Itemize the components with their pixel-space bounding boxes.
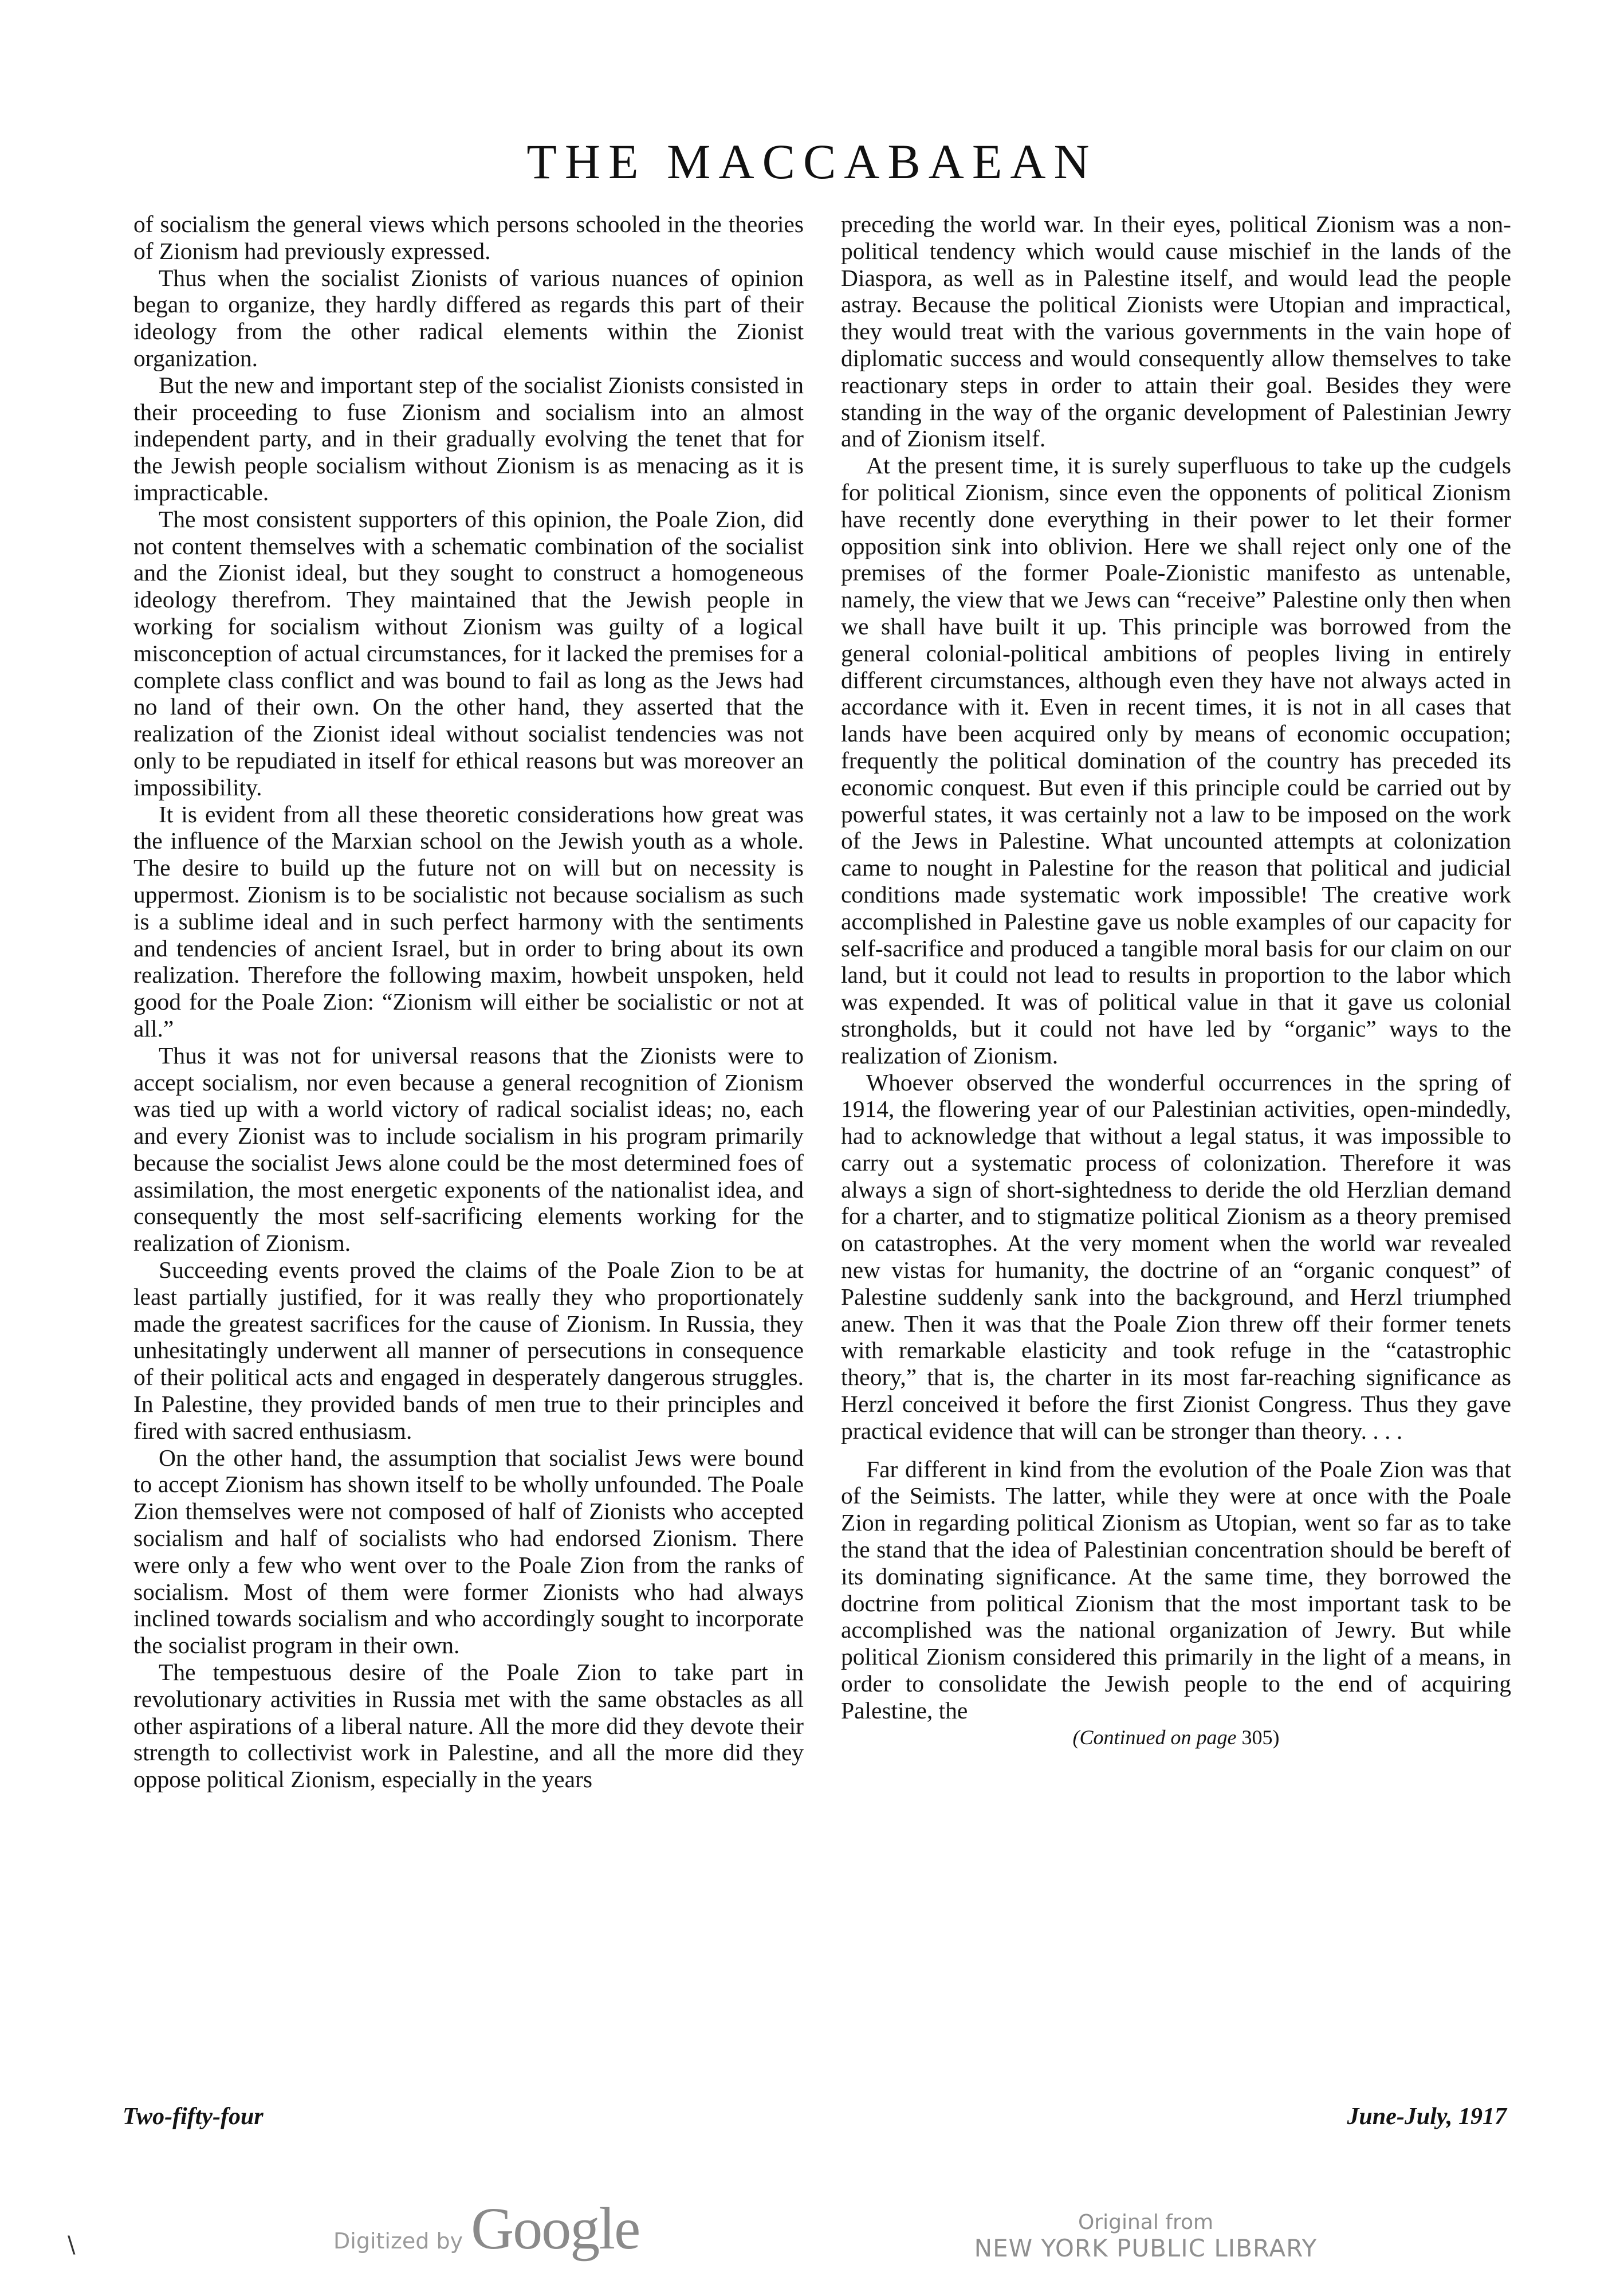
paragraph: The most consistent supporters of this opinion, the Poale Zion, did not content themselves with a schematic combination of the socialist and the Zionist ideal, but they sought to construct a homogeneous ideology therefrom. They maintained that the Jewish people in working for socialism without Zionism was guilty of a logical misconception of actual circumstances, for it lacked the premises for a complete class conflict and was bound to fail as long as the Jews had no land of their own. On the other hand, they asserted that the realization of the Zionist ideal without socialist tendencies was not only to be repudiated in itself for ethical reasons but was moreover an impossibility.: [133, 505, 804, 800]
digitized-watermark: [333, 2195, 639, 2263]
left-column: [133, 211, 804, 2119]
continued-prefix: (Continued on page: [1072, 1725, 1242, 1749]
paragraph: But the new and important step of the socialist Zionists consisted in their proceeding to fuse Zionism and socialism into an almost independent party, and in their gradually evolving the tenet that for the Jewish people socialism without Zionism is as menacing as it is impracticable.: [133, 371, 804, 505]
paragraph: preceding the world war. In their eyes, political Zionism was a non-political tendency which would cause mischief in the lands of the Diaspora, as well as in Palestine itself, and would lead the people astray. Because the political Zionists were Utopian and impractical, they would treat with the various governments in the vain hope of diplomatic success and would consequently allow themselves to take reactionary steps in order to attain their goal. Besides they were standing in the way of the organic development of Palestinian Jewry and of Zionism itself.: [841, 211, 1511, 452]
masthead-title: THE MACCABAEAN: [526, 134, 1098, 189]
original-from-text: Original from: [1078, 2211, 1214, 2234]
paragraph: At the present time, it is surely superfluous to take up the cudgels for political Zionism, since even the opponents of political Zionism have recently done everything in their power to let their former opposition sink into oblivion. Here we shall reject only one of the premises of the former Poale-Zionistic manifesto as untenable, namely, the view that we Jews can “receive” Palestine only then when we shall have built it up. This principle was borrowed from the general colonial-political ambitions of peoples living in entirely different circumstances, although even they have not always acted in accordance with it. Even in recent times, it is not in all cases that lands have been acquired only by means of economic occupation; frequently the political domination of the country has preceded its economic conquest. But even if this principle could be carried out by powerful states, it was certainly not a law to be imposed on the work of the Jews in Palestine. What uncounted attempts at colonization came to nought in Palestine for the reason that political and judicial conditions made systematic work impossible! The creative work accomplished in Palestine gave us noble examples of our capacity for self-sacrifice and produced a tangible moral basis for our claim on our land, but it could not lead to results in proportion to the labor which was expended. It was of political value in that it gave us colonial strongholds, but it could not have led by “organic” ways to the realization of Zionism.: [841, 452, 1511, 1069]
paragraph: The tempestuous desire of the Poale Zion to take part in revolutionary activities in Russia met with the same obstacles as all other aspirations of a liberal nature. All the more did they devote their strength to collectivist work in Palestine, and all the more did they oppose political Zionism, especially in the years: [133, 1659, 804, 1793]
digitized-by-text: Digitized by: [333, 2228, 463, 2254]
library-watermark: [968, 2211, 1323, 2262]
google-logo: Google: [471, 2196, 640, 2262]
paragraph: It is evident from all these theoretic considerations how great was the influence of the Marxian school on the Jewish youth as a whole. The desire to build up the future not on will but on necessity is uppermost. Zionism is to be socialistic not because socialism as such is a sublime ideal and in such perfect harmony with the sentiments and tendencies of ancient Israel, but in order to bring about its own realization. Therefore the following maxim, howbeit unspoken, held good for the Poale Zion: “Zionism will either be socialistic or not at all.”: [133, 800, 804, 1042]
page-label: Two-fifty-four: [123, 2103, 264, 2130]
paragraph: of socialism the general views which persons schooled in the theories of Zionism had previously expressed.: [133, 211, 804, 264]
continued-note: [841, 1724, 1511, 1751]
paragraph: Succeeding events proved the claims of the Poale Zion to be at least partially justified, for it was really they who proportionately made the greatest sacrifices for the cause of Zionism. In Russia, they unhesitatingly underwent all manner of persecutions in consequence of their political acts and engaged in desperately dangerous struggles. In Palestine, they provided bands of men true to their principles and fired with sacred enthusiasm.: [133, 1257, 804, 1444]
right-column: [841, 211, 1511, 2119]
continued-page: 305: [1241, 1725, 1273, 1749]
margin-mark: \: [68, 2232, 76, 2258]
paragraph: On the other hand, the assumption that socialist Jews were bound to accept Zionism has shown itself to be wholly unfounded. The Poale Zion themselves were not composed of half of Zionists who accepted socialism and half of socialists who had endorsed Zionism. There were only a few who went over to the Poale Zion from the ranks of socialism. Most of them were former Zionists who had always inclined towards socialism and who accordingly sought to incorporate the socialist program in their own.: [133, 1444, 804, 1659]
paragraph: Whoever observed the wonderful occurrences in the spring of 1914, the flowering year of our Palestinian activities, open-mindedly, had to acknowledge that without a legal status, it was impossible to carry out a systematic process of colonization. Therefore it was always a sign of short-sightedness to deride the old Herzlian demand for a charter, and to stigmatize political Zionism as a theory premised on catastrophes. At the very moment when the world war revealed new vistas for humanity, the doctrine of an “organic conquest” of Palestine suddenly sank into the background, and Herzl triumphed anew. Then it was that the Poale Zion threw off their former tenets with remarkable elasticity and took refuge in the “catastrophic theory,” that is, the charter in its most far-reaching significance as Herzl conceived it before the first Zionist Congress. Thus they gave practical evidence that will can be stronger than theory. . . .: [841, 1069, 1511, 1444]
paragraph: Far different in kind from the evolution of the Poale Zion was that of the Seimists. The latter, while they were at once with the Poale Zion in regarding political Zionism as Utopian, went so far as to take the stand that the idea of Palestinian concentration should be bereft of its dominating significance. At the same time, they borrowed the doctrine from political Zionism that the most important task to be accomplished was the national organization of Jewry. But while political Zionism considered this primarily in the light of a means, in order to consolidate the Jewish people to the end of acquiring Palestine, the: [841, 1455, 1511, 1724]
issue-date: June-July, 1917: [1347, 2103, 1507, 2130]
library-name: NEW YORK PUBLIC LIBRARY: [974, 2234, 1318, 2262]
paragraph: Thus it was not for universal reasons that the Zionists were to accept socialism, nor even because a general recognition of Zionism was tied up with a world victory of radical socialist ideas; no, each and every Zionist was to include socialism in his program primarily because the socialist Jews alone could be the most determined foes of assimilation, the most energetic exponents of the nationalist idea, and consequently the most self-sacrificing elements working for the realization of Zionism.: [133, 1042, 804, 1257]
paragraph: Thus when the socialist Zionists of various nuances of opinion began to organize, they hardly differed as regards this part of their ideology from the other radical elements within the Zionist organization.: [133, 264, 804, 371]
continued-suffix: ): [1272, 1725, 1280, 1749]
